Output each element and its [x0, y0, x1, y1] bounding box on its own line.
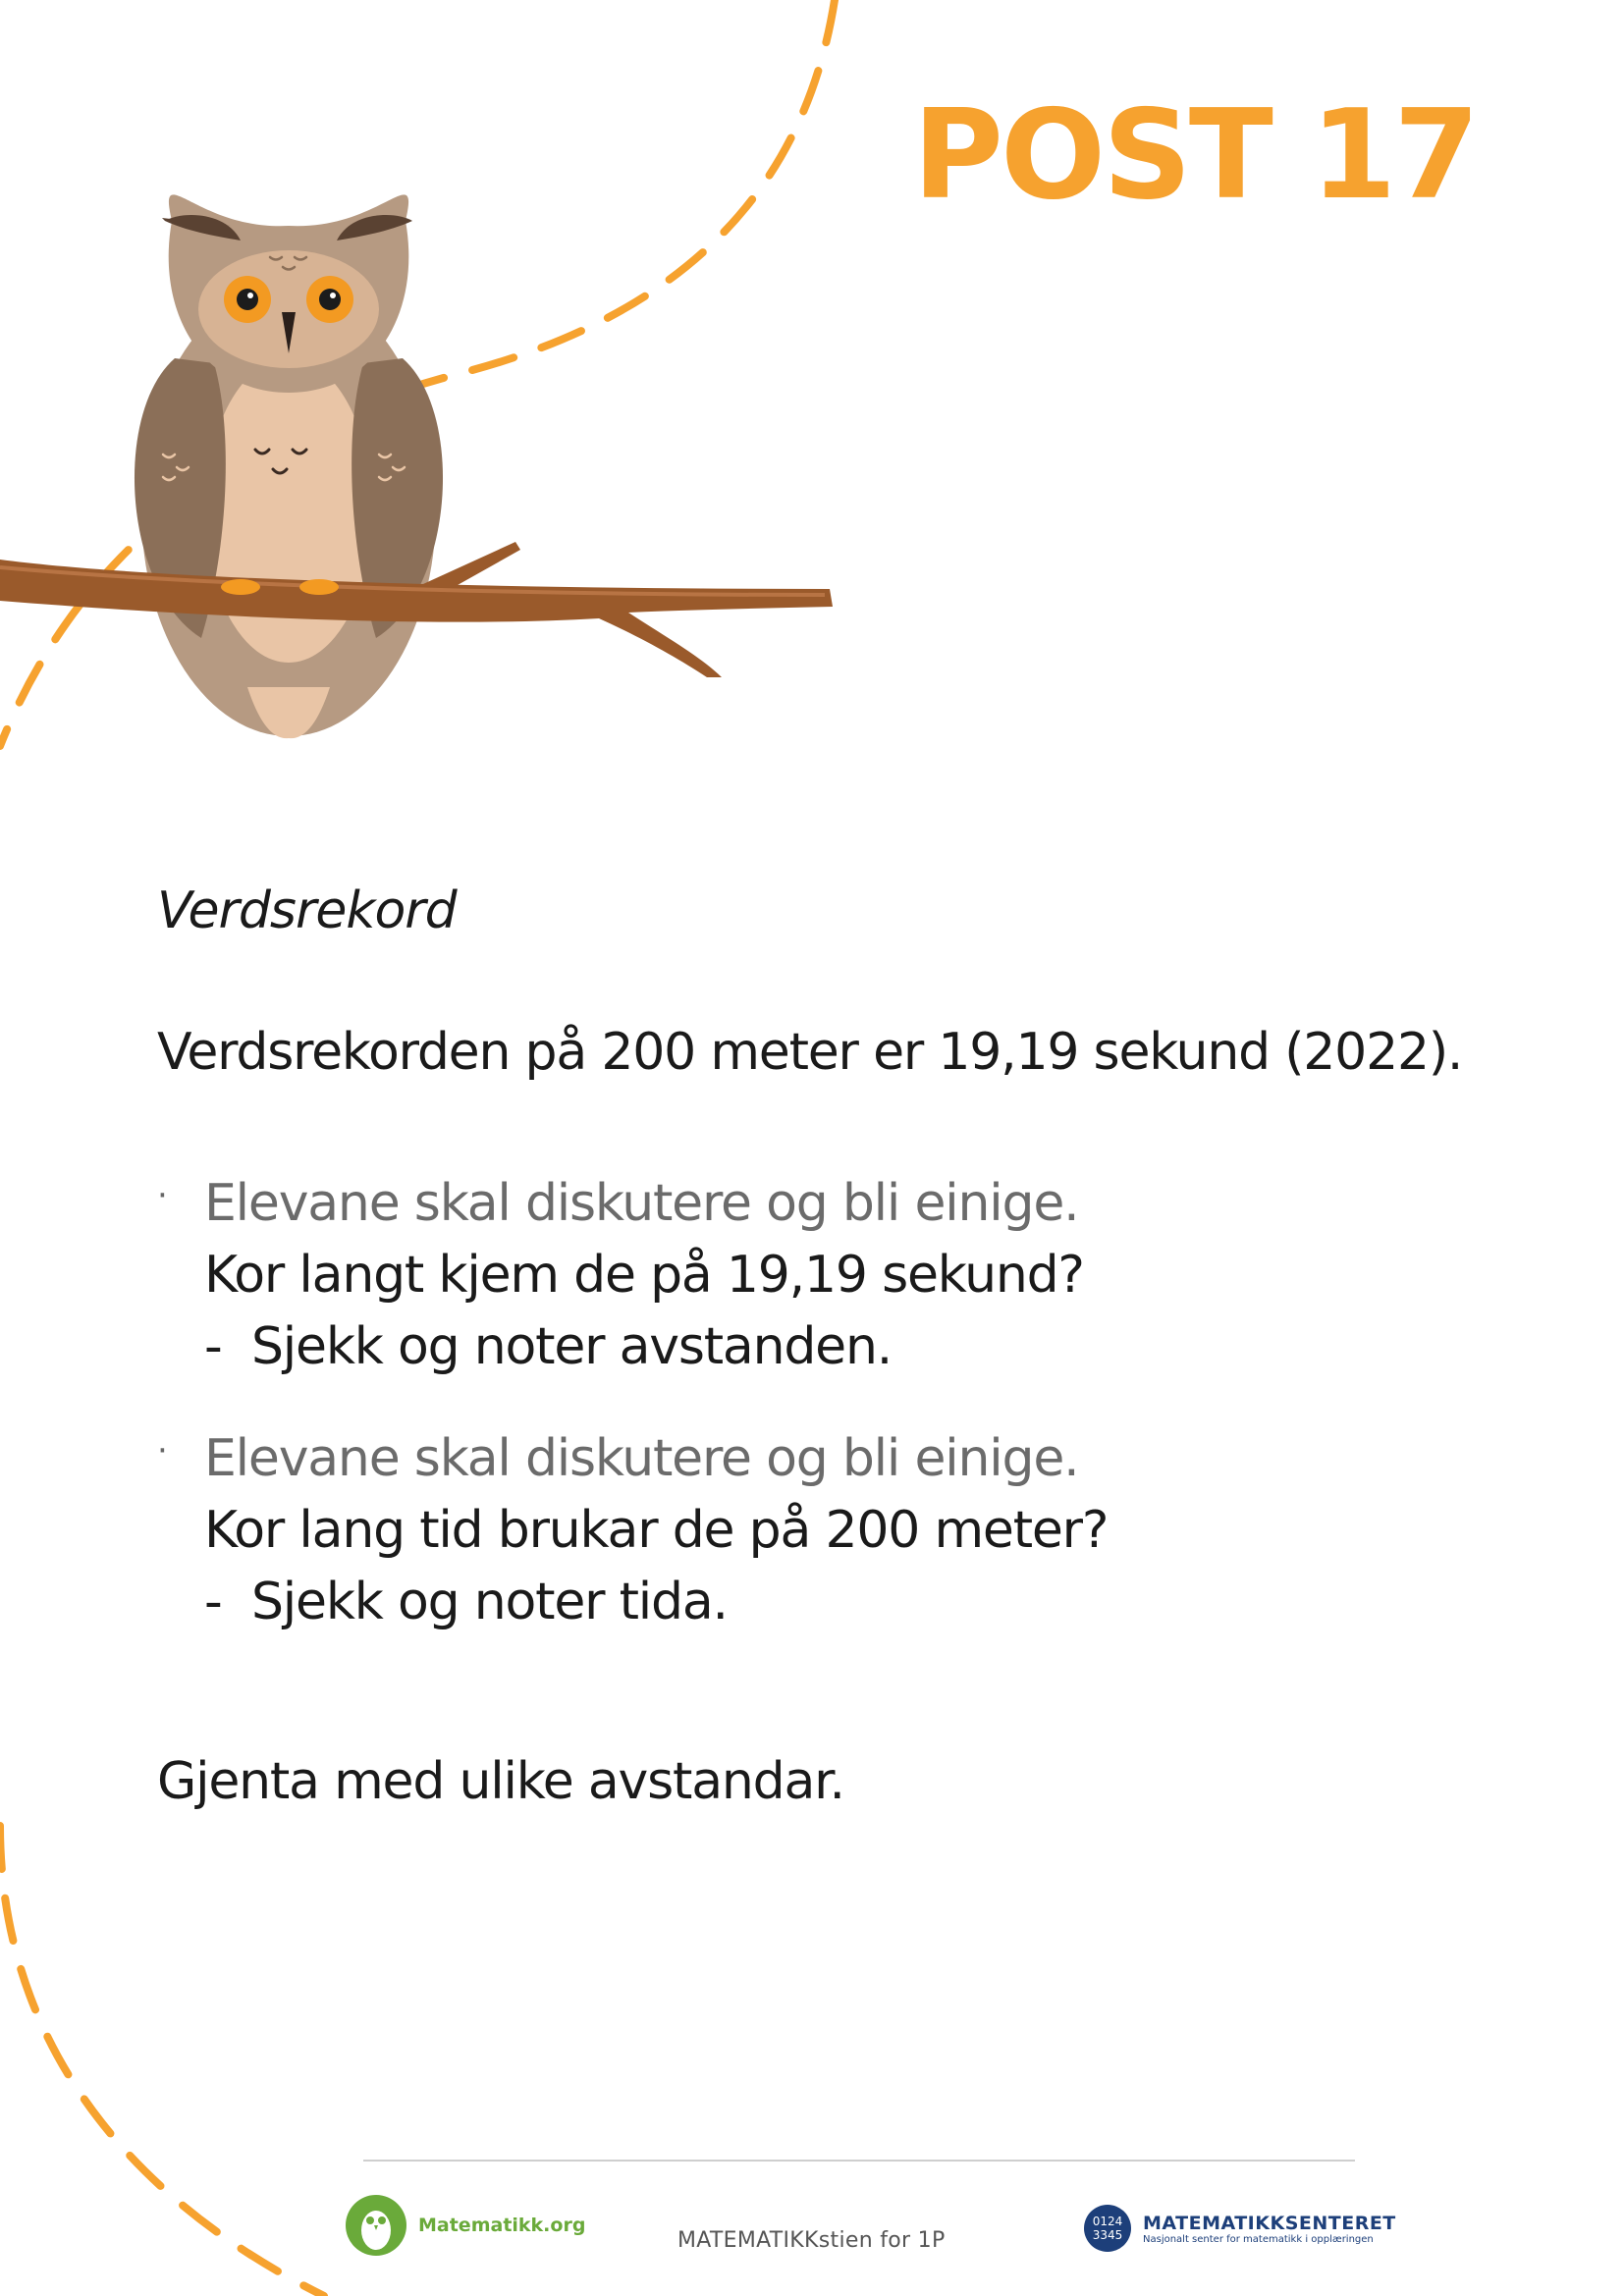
task-question: Kor lang tid brukar de på 200 meter?: [204, 1501, 1109, 1560]
dash-marker: -: [204, 1317, 222, 1376]
bullet-marker: ·: [157, 1176, 168, 1215]
task-instruction: Sjekk og noter tida.: [251, 1573, 728, 1631]
left-brand-name: Matematikk.org: [418, 2215, 586, 2236]
right-brand-name: MATEMATIKKSENTERET: [1143, 2212, 1396, 2234]
task-item: [157, 1168, 1434, 1383]
owl-logo-icon: [344, 2193, 408, 2258]
intro-text: Verdsrekorden på 200 meter er 19,19 sekund (2022).: [157, 1023, 1463, 1082]
task-lead: Elevane skal diskutere og bli einige.: [204, 1174, 1079, 1233]
matematikk-org-logo: [344, 2191, 585, 2260]
task-instruction: Sjekk og noter avstanden.: [251, 1317, 893, 1376]
footer-divider: [363, 2160, 1355, 2162]
digits-logo-icon: [1082, 2203, 1133, 2254]
bullet-marker: ·: [157, 1431, 168, 1470]
right-brand-subtitle: Nasjonalt senter for matematikk i opplæringen: [1143, 2233, 1374, 2245]
task-question: Kor langt kjem de på 19,19 sekund?: [204, 1246, 1084, 1305]
section-subtitle: Verdsrekord: [157, 881, 457, 940]
svg-text:3345: 3345: [1092, 2228, 1123, 2242]
dash-marker: -: [204, 1573, 222, 1631]
footer-center-text: MATEMATIKKstien for 1P: [677, 2228, 946, 2253]
task-lead: Elevane skal diskutere og bli einige.: [204, 1429, 1079, 1488]
task-item: [157, 1423, 1434, 1638]
matematikksenteret-logo: [1082, 2199, 1396, 2258]
svg-text:0124: 0124: [1092, 2215, 1123, 2228]
post-title: POST 17: [912, 82, 1477, 227]
closing-text: Gjenta med ulike avstandar.: [157, 1752, 844, 1811]
owl-illustration: [0, 0, 884, 766]
